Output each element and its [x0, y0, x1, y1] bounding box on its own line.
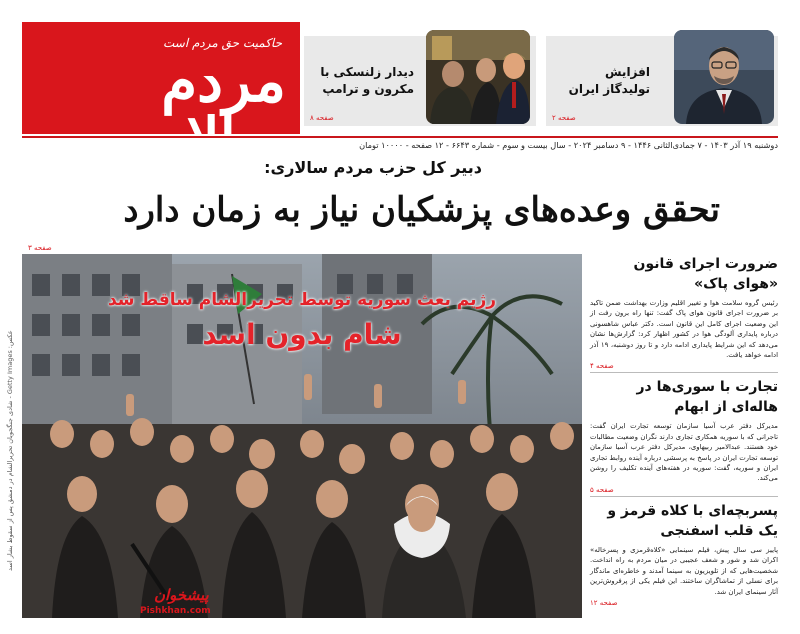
newspaper-logo: مردم سالاری [113, 47, 286, 173]
teaser-title: افزایش تولیدگاز ایران [568, 65, 650, 96]
right-column [590, 254, 778, 607]
story-body: رئیس گروه سلامت هوا و تغییر اقلیم وزارت بهداشت ضمن تاکید بر ضرورت اجرای قانون هوای پاک گفت: تنها راه برون رفت از این وضعیت اجرای کامل این قانون است. دکتر عباس شاهسونی درباره پایداری آلودگی هوا در کشور اظهار کرد: گزارش‌ها نشان می‌دهد که این شرایط پایداری ادامه دارد و تا روز دوشنبه، ۱۹ آذر ادامه خواهد یافت. [590, 299, 778, 360]
lead-kicker: دبیر کل حزب مردم سالاری: [264, 158, 482, 177]
masthead [22, 22, 300, 173]
main-photo[interactable] [22, 254, 582, 618]
photo-caption-small: رژیم بعث سوریه توسط تحریرالشام ساقط شد [107, 290, 497, 310]
masthead-motto: حاکمیت حق مردم است [163, 36, 282, 50]
story-title: ضرورت اجرای قانون «هوای پاک» [633, 256, 778, 292]
story-syria-trade[interactable] [590, 377, 778, 496]
meeting-photo [426, 30, 530, 124]
teaser-gas-production[interactable] [546, 36, 778, 126]
story-page: صفحه ۱۲ [590, 598, 618, 607]
story-title: پسربچه‌ای با کلاه قرمز و یک قلب اسفنجی [607, 502, 778, 539]
issue-date-text: دوشنبه ۱۹ آذر ۱۴۰۳ - ۷ جمادی‌الثانی ۱۴۴۶ - ۹ دسامبر ۲۰۲۴ - سال بیست و سوم - شماره ۶۶۴۳ - ۱۲ صفحه - ۱۰۰۰۰ تومان [359, 140, 778, 150]
lead-headline[interactable]: تحقق وعده‌های پزشکیان نیاز به زمان دارد [123, 190, 720, 230]
teaser-page: صفحه ۲ [552, 114, 576, 122]
photo-caption-large: شام بدون اسد [202, 318, 402, 351]
story-kolah-ghermezi[interactable] [590, 501, 778, 607]
teaser-zelensky-meeting[interactable] [304, 36, 536, 126]
portrait-photo [674, 30, 774, 124]
teaser-page: صفحه ۸ [310, 114, 334, 122]
story-page: صفحه ۴ [590, 362, 614, 371]
lead-page: صفحه ۳ [28, 244, 52, 252]
story-title: تجارت با سوری‌ها در هاله‌ای از ابهام [636, 379, 778, 416]
story-clean-air[interactable] [590, 254, 778, 373]
divider [590, 496, 778, 497]
teaser-title: دیدار زلنسکی با مکرون و ترامپ [320, 65, 414, 96]
story-body: مدیرکل دفتر عرب آسیا سازمان توسعه تجارت ایران گفت: تاجرانی که با سوریه همکاری تجاری دارند نگران وضعیت مطالبات خود هستند. عبدالامیر ربیهاوی، مدیرکل دفتر عرب آسیا سازمان توسعه تجارت ایران در پاسخ به پرسشی درباره آینده روابط تجاری ایران و سوریه، گفت: سوریه در هفته‌های آینده تکلیف را روشن می‌کند. [590, 422, 778, 483]
pishkhan-watermark: پیشخوان [154, 586, 209, 604]
divider [590, 372, 778, 373]
story-page: صفحه ۵ [590, 485, 614, 494]
pishkhan-url: Pishkhan.com [140, 606, 211, 616]
story-body: پاییز سی سال پیش، فیلم سینمایی «کلاه‌قرمزی و پسرخاله» اکران شد و شور و شعف عجیبی در میان مردم به راه انداخت. شخصیت‌هایی که از تلویزیون به سینما آمدند و خاطره‌ای ماندگار برای نسلی از تماشاگران ساختند. این فیلم یکی از پرفروش‌ترین آثار سینمای ایران شد. [590, 545, 778, 596]
photo-credit: عکس: Getty Images - شادی جنگجویان تحریرالشام در دمشق پس از سقوط بشار اسد [6, 330, 14, 571]
issue-date-bar [22, 136, 778, 152]
